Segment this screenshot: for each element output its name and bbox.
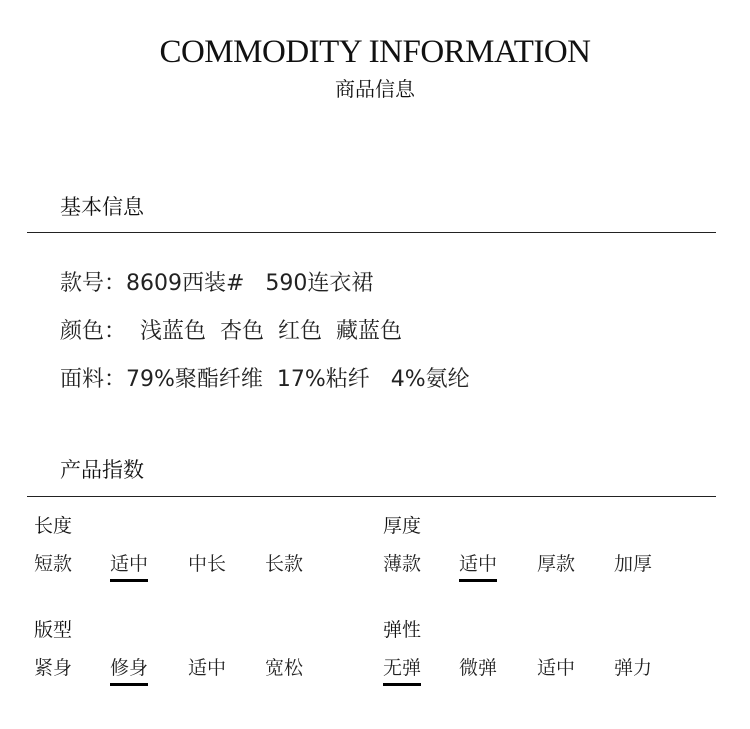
product-index-title: 产品指数 xyxy=(60,458,144,482)
title-chinese: 商品信息 xyxy=(335,77,415,101)
index-option: 加厚 xyxy=(614,553,653,575)
index-option-selected: 修身 xyxy=(110,657,149,679)
index-option: 适中 xyxy=(537,657,576,679)
index-option: 微弹 xyxy=(459,657,498,679)
index-option: 薄款 xyxy=(383,553,422,575)
index-option: 长款 xyxy=(265,553,304,575)
index-option: 宽松 xyxy=(265,657,304,679)
index-option: 厚款 xyxy=(537,553,576,575)
product-index-divider xyxy=(27,496,716,497)
index-label-thickness: 厚度 xyxy=(383,515,422,537)
index-option: 适中 xyxy=(188,657,227,679)
index-option-selected: 无弹 xyxy=(383,657,422,679)
color-row: 颜色： 浅蓝色 杏色 红色 藏蓝色 xyxy=(60,319,402,344)
index-option: 紧身 xyxy=(34,657,73,679)
index-options-elasticity xyxy=(383,655,703,695)
index-options-length xyxy=(34,551,354,591)
index-options-thickness xyxy=(383,551,703,591)
index-label-length: 长度 xyxy=(34,515,73,537)
index-option-selected: 适中 xyxy=(459,553,498,575)
index-option: 弹力 xyxy=(614,657,653,679)
index-option: 短款 xyxy=(34,553,73,575)
basic-info-title: 基本信息 xyxy=(60,195,144,219)
basic-info-divider xyxy=(27,232,716,233)
fabric-row: 面料：79%聚酯纤维 17%粘纤 4%氨纶 xyxy=(60,367,470,392)
model-number-row: 款号：8609西装# 590连衣裙 xyxy=(60,271,374,296)
index-label-fit: 版型 xyxy=(34,619,73,641)
title-english: COMMODITY INFORMATION xyxy=(159,34,591,70)
index-label-elasticity: 弹性 xyxy=(383,619,422,641)
index-option-selected: 适中 xyxy=(110,553,149,575)
index-option: 中长 xyxy=(188,553,227,575)
index-options-fit xyxy=(34,655,354,695)
